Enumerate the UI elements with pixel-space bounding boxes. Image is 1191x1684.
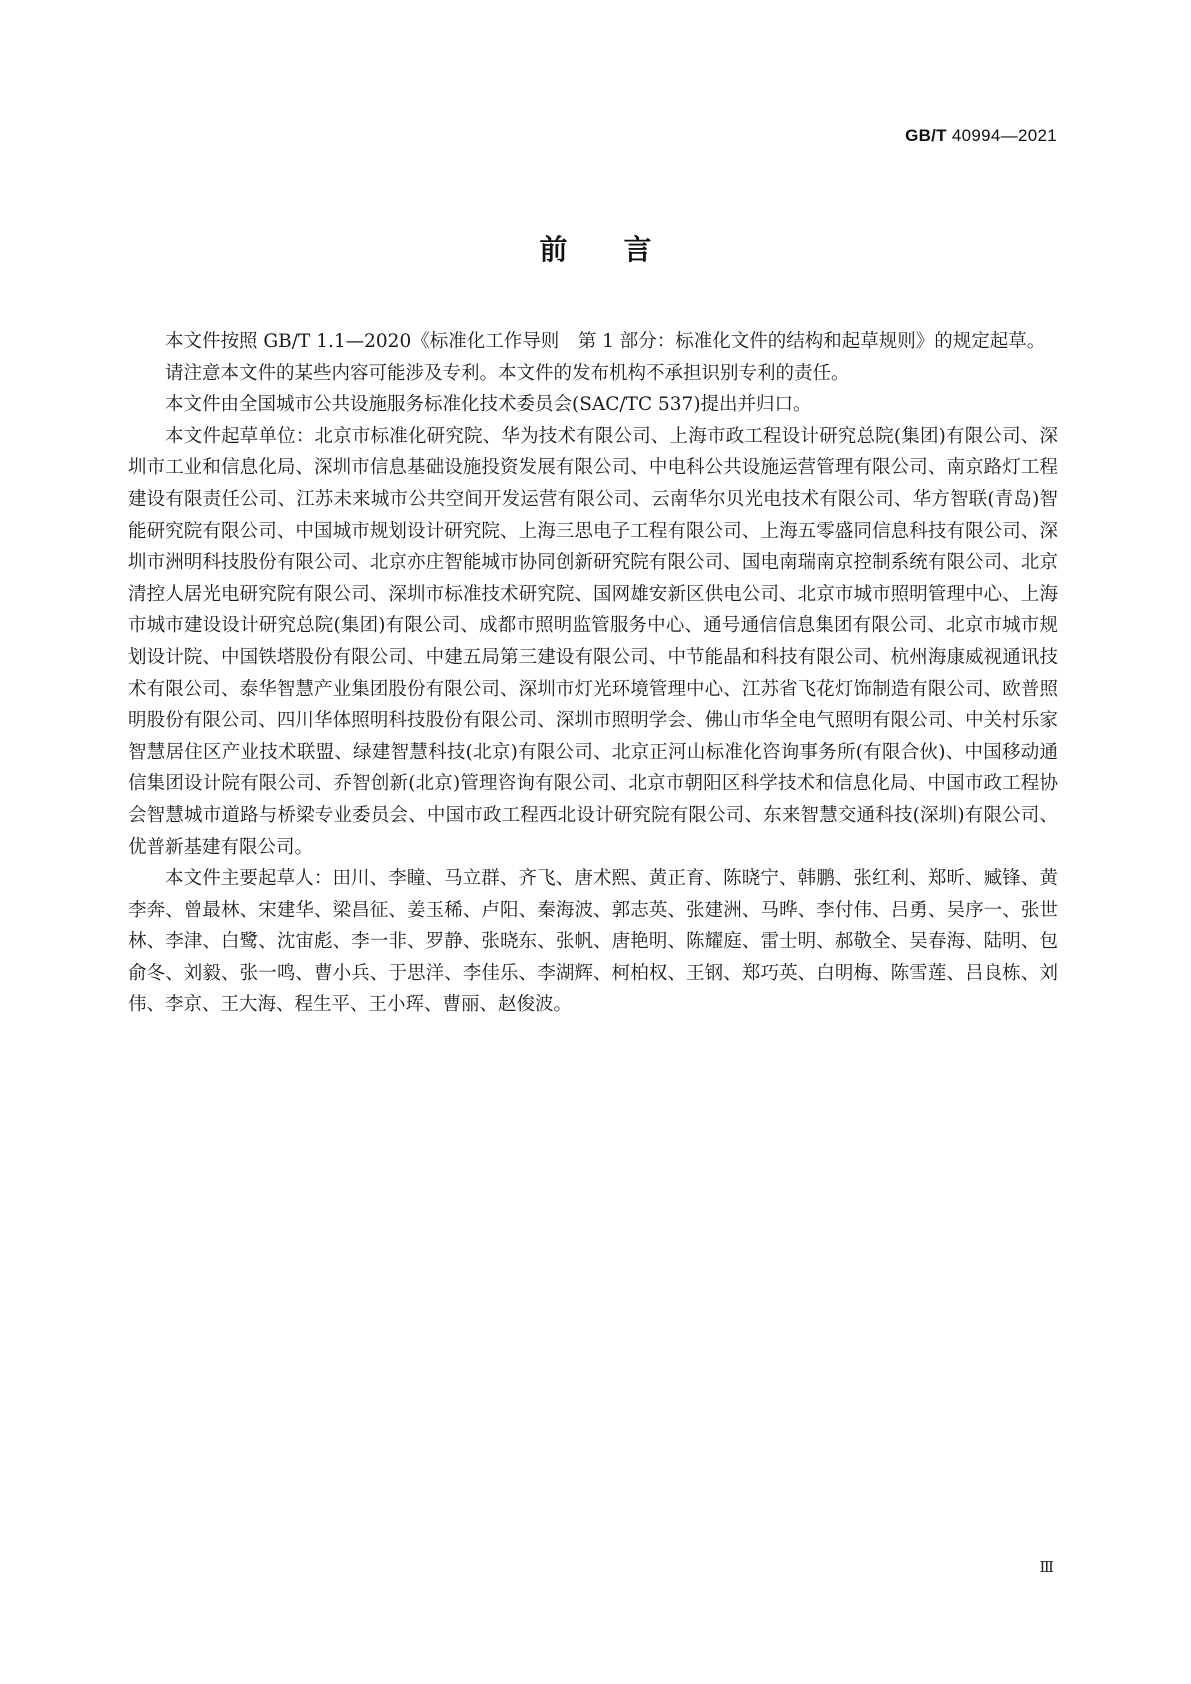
paragraph-proposer: 本文件由全国城市公共设施服务标准化技术委员会(SAC/TC 537)提出并归口。 [165,394,812,416]
paragraph-drafters: 本文件主要起草人：田川、李瞳、马立群、齐飞、唐术熙、黄正育、陈晓宁、韩鹏、张红利、郑昕、臧锋、黄李奔、曾最林、宋建华、梁昌征、姜玉稀、卢阳、秦海波、郭志英、张建洲、马晔、李付伟、吕勇、吴序一、张世林、李津、白鹭、沈宙彪、李一非、罗静、张晓东、张帆、唐艳明、陈耀庭、雷士明、郝敬全、吴春海、陆明、包俞冬、刘毅、张一鸣、曹小兵、于思洋、李佳乐、李湖辉、柯柏权、王钢、郑巧英、白明梅、陈雪莲、吕良栋、刘伟、李京、王大海、程生平、王小珲、曹丽、赵俊波。 [128,868,1058,1016]
page-number: Ⅲ [1039,1558,1054,1576]
paragraph-drafting-rules: 本文件按照 GB/T 1.1—2020《标准化工作导则 第 1 部分：标准化文件的结构和起草规则》的规定起草。 [165,331,1046,352]
page-title: 前言 [539,233,708,266]
paragraph-drafting-units: 本文件起草单位：北京市标准化研究院、华为技术有限公司、上海市政工程设计研究总院(集团)有限公司、深圳市工业和信息化局、深圳市信息基础设施投资发展有限公司、中电科公共设施运营管理有限公司、南京路灯工程建设有限责任公司、江苏未来城市公共空间开发运营有限公司、云南华尔贝光电技术有限公司、华方智联(青岛)智能研究院有限公司、中国城市规划设计研究院、上海三思电子工程有限公司、上海五零盛同信息科技有限公司、深圳市洲明科技股份有限公司、北京亦庄智能城市协同创新研究院有限公司、国电南瑞南京控制系统有限公司、北京清控人居光电研究院有限公司、深圳市标准技术研究院、国网雄安新区供电公司、北京市城市照明管理中心、上海市城市建设设计研究总院(集团)有限公司、成都市照明监管服务中心、通号通信信息集团有限公司、北京市城市规划设计院、中国铁塔股份有限公司、中建五局第三建设有限公司、中节能晶和科技有限公司、杭州海康威视通讯技术有限公司、泰华智慧产业集团股份有限公司、深圳市灯光环境管理中心、江苏省飞花灯饰制造有限公司、欧普照明股份有限公司、四川华体照明科技股份有限公司、深圳市照明学会、佛山市华全电气照明有限公司、中关村乐家智慧居住区产业技术联盟、绿建智慧科技(北京)有限公司、北京正河山标准化咨询事务所(有限合伙)、中国移动通信集团设计院有限公司、乔智创新(北京)管理咨询有限公司、北京市朝阳区科学技术和信息化局、中国市政工程协会智慧城市道路与桥梁专业委员会、中国市政工程西北设计研究院有限公司、东来智慧交通科技(深圳)有限公司、优普新基建有限公司。 [128,425,1058,858]
standard-prefix: GB/T [905,126,947,145]
foreword-body [128,326,1058,1021]
paragraph-patent-notice: 请注意本文件的某些内容可能涉及专利。本文件的发布机构不承担识别专利的责任。 [165,362,850,384]
standard-number: 40994—2021 [951,126,1057,145]
standard-code [905,126,1057,146]
